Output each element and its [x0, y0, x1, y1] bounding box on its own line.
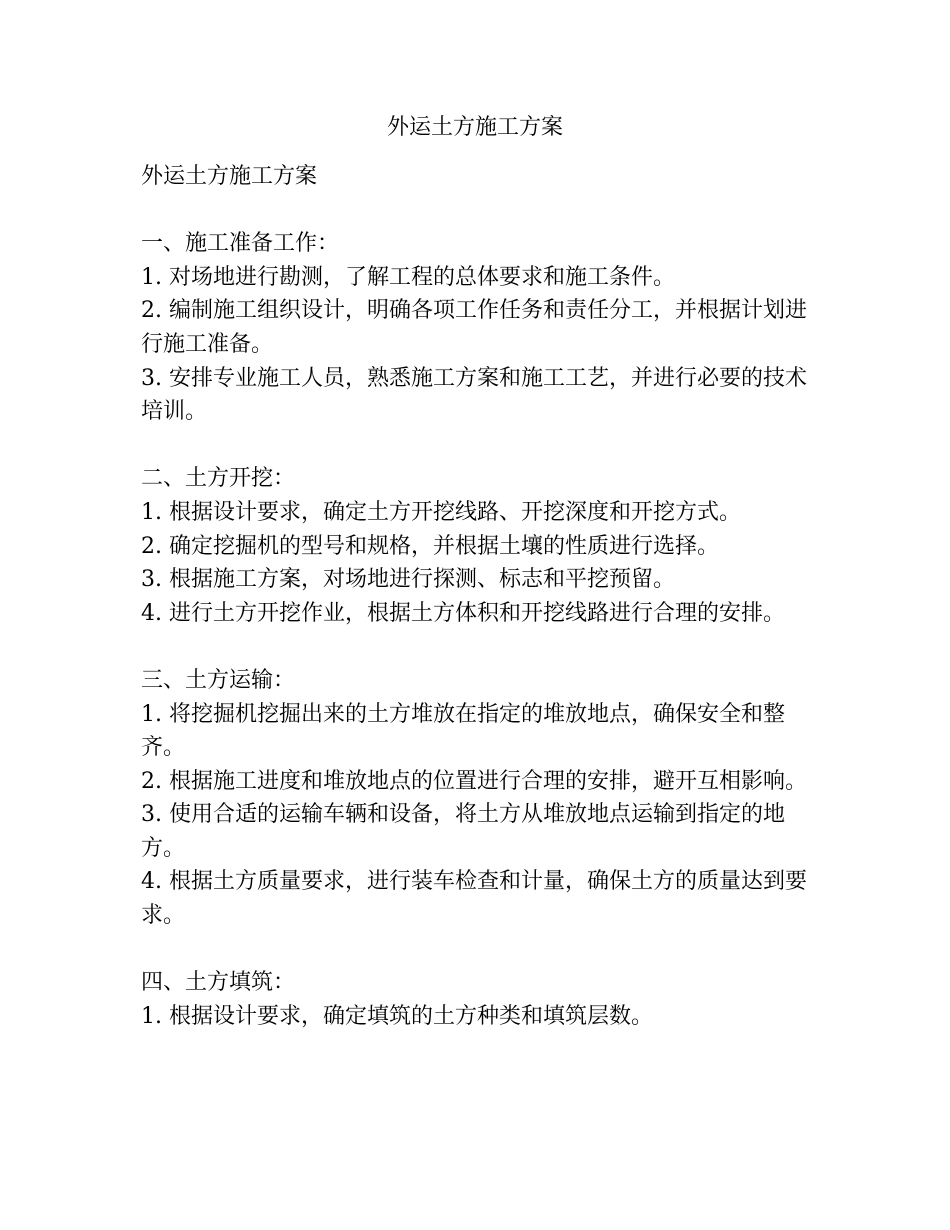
list-item: 2. 编制施工组织设计，明确各项工作任务和责任分工，并根据计划进行施工准备。 — [141, 298, 807, 357]
list-item: 2. 根据施工进度和堆放地点的位置进行合理的安排，避开互相影响。 — [141, 768, 807, 794]
list-item: 3. 根据施工方案，对场地进行探测、标志和平挖预留。 — [141, 567, 675, 593]
document-body — [141, 160, 813, 1033]
list-item: 3. 使用合适的运输车辆和设备，将土方从堆放地点运输到指定的地方。 — [141, 802, 785, 861]
section-heading: 三、土方运输： — [141, 667, 296, 693]
list-item: 3. 安排专业施工人员，熟悉施工方案和施工工艺，并进行必要的技术培训。 — [141, 365, 807, 425]
list-item: 2. 确定挖掘机的型号和规格，并根据土壤的性质进行选择。 — [141, 533, 719, 559]
list-item: 1. 对场地进行勘测，了解工程的总体要求和施工条件。 — [141, 264, 675, 290]
blank-line — [141, 630, 813, 664]
section-heading: 二、土方开挖： — [141, 466, 296, 492]
section-transport — [141, 664, 813, 933]
document-subtitle: 外运土方施工方案 — [141, 164, 318, 189]
list-item: 4. 进行土方开挖作业，根据土方体积和开挖线路进行合理的安排。 — [141, 600, 785, 626]
blank-line — [141, 194, 813, 228]
section-heading: 一、施工准备工作： — [141, 231, 340, 257]
list-item: 1. 根据设计要求，确定土方开挖线路、开挖深度和开挖方式。 — [141, 499, 741, 525]
list-item: 1. 根据设计要求，确定填筑的土方种类和填筑层数。 — [141, 1003, 653, 1029]
document-title: 外运土方施工方案 — [386, 115, 563, 140]
list-item: 4. 根据土方质量要求，进行装车检查和计量，确保土方的质量达到要求。 — [141, 869, 807, 929]
section-preparation — [141, 227, 813, 429]
section-heading: 四、土方填筑： — [141, 970, 296, 996]
blank-line — [141, 933, 813, 967]
blank-line — [141, 429, 813, 463]
list-item: 1. 将挖掘机挖掘出来的土方堆放在指定的堆放地点，确保安全和整齐。 — [141, 701, 785, 761]
section-filling — [141, 966, 813, 1033]
section-excavation — [141, 462, 813, 630]
